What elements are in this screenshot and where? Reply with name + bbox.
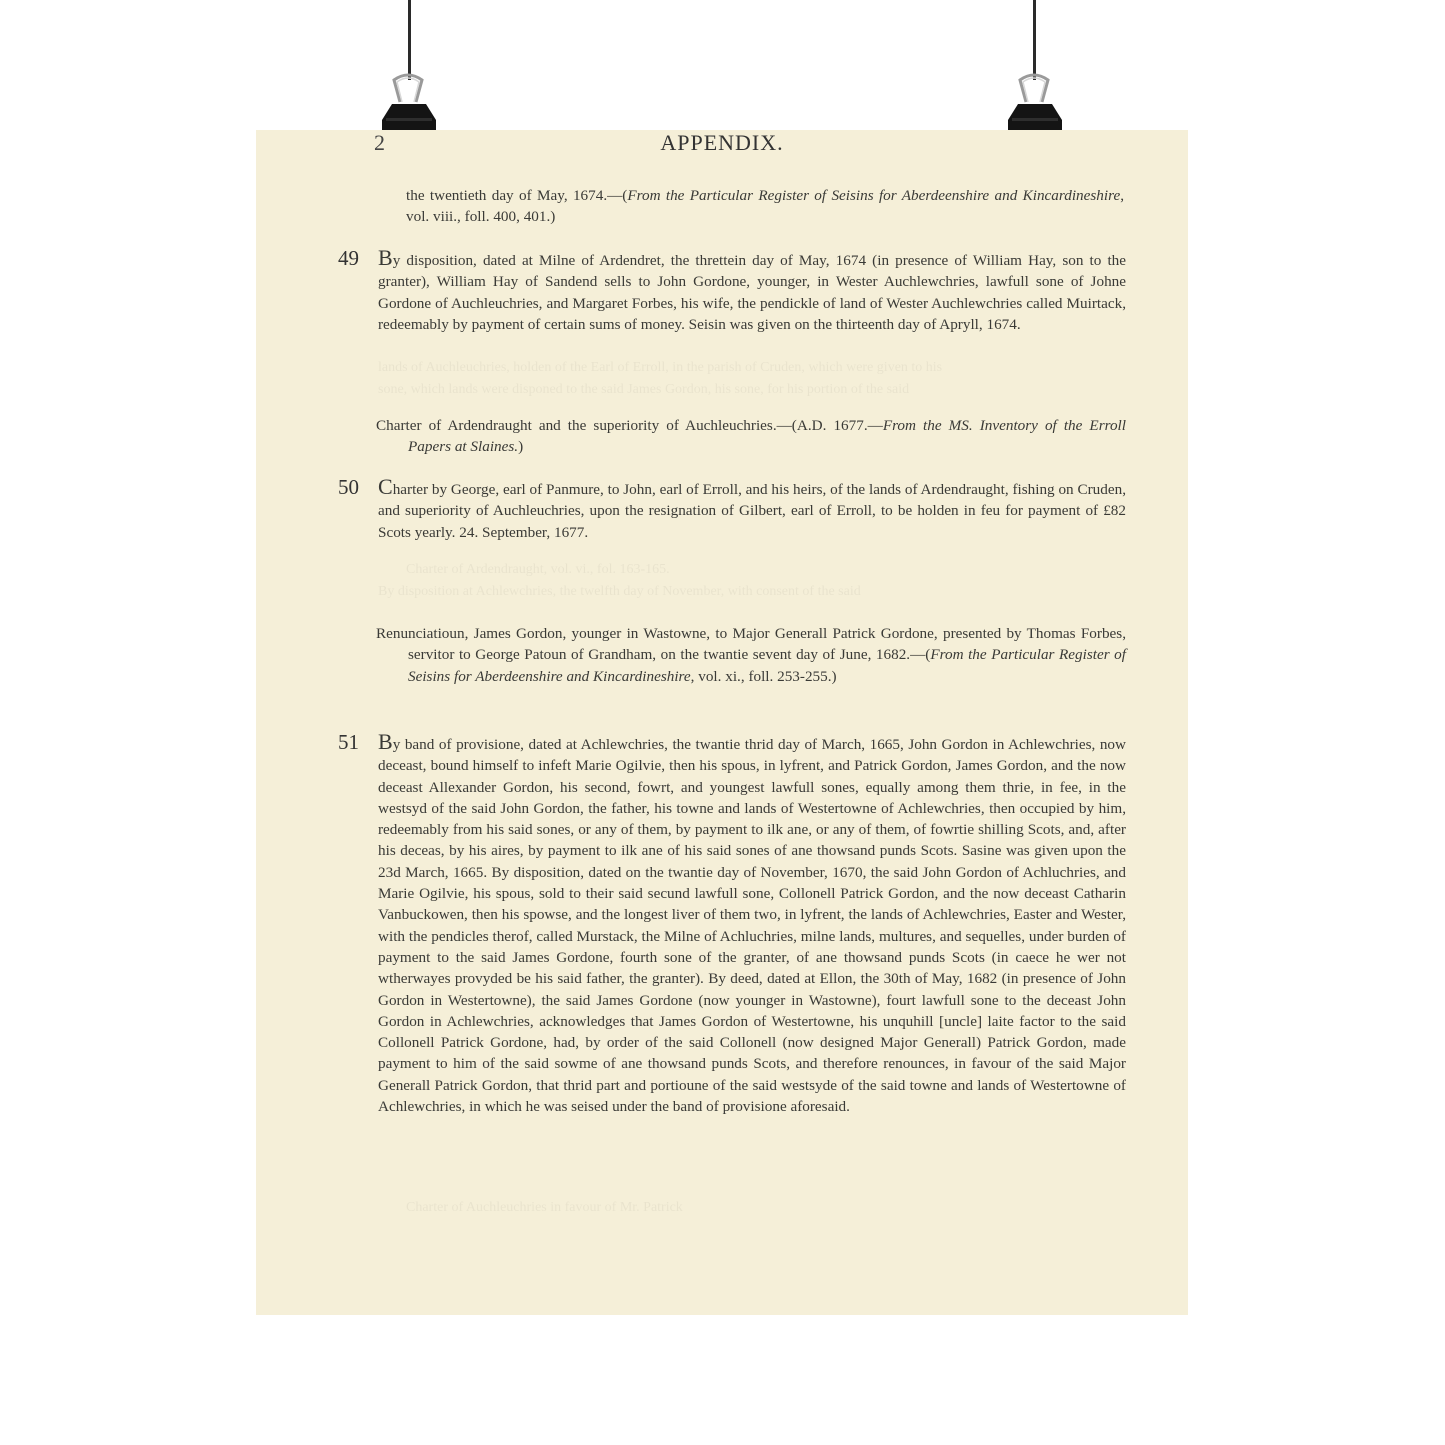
entry-number: 51 [338,730,359,754]
entry-paragraph: Charter by George, earl of Panmure, to John, earl of Erroll, and his heirs, of the lands of Ardendraught, fishing on Cruden, and superiority of Auchleuchries, upon the resignation of Gilbert, earl of Erroll, to be holden in feu for payment of £82 Scots yearly. 24. September, 1677. [378,474,1126,541]
bleed-through-line: Charter of Auchleuchries in favour of Mr. Patrick [406,1200,683,1215]
entry-paragraph: By band of provisione, dated at Achlewchries, the twantie thrid day of March, 1665, John Gordon in Achlewchries, now deceast, bound himself to infeft Marie Ogilvie, then his spous, in lyfrent, and Patrick Gordon, James Gordon, and the now deceast Allexander Gordon, his second, fowrt, and youngest lawfull sones, equally among them thrie, in fee, in the westsyd of the said John Gordon, the father, his towne and lands of Westertowne of Achlewchries, then occupied by him, redeemably from his said sones, or any of them, by payment to ilk ane, or any of them, of fowrtie shilling Scots, and, after his deceas, by his aires, by payment to ilk ane of his said sones of ane thowsand punds Scots. Sasine was given upon the 23d March, 1665. By disposition, dated on the twantie day of November, 1670, the said John Gordon of Achluchries, and Marie Ogilvie, his spous, sold to their said secund lawfull sone, Collonell Patrick Gordon, and the now deceast Catharin Vanbuckowen, then his spowse, and the longest liver of them two, in lyfrent, the lands of Achlewchries, Easter and Wester, with the pendicles therof, called Murstack, the Milne of Achluchries, milne lands, multures, and sequelles, under burden of payment to the said James Gordone, fourth sone of the granter, of ane thowsand punds Scots (in caece he wer not wtherwayes provyded be his said father, the granter). By deed, dated at Ellon, the 30th of May, 1682 (in presence of John Gordon in Westertowne), the said James Gordone (now younger in Wastowne), fourt lawfull sone to the deceast John Gordon in Achlewchries, acknowledges that James Gordon of Westertowne, his unquhill [uncle] laite factor to the said Collonell Patrick Gordone, had, by order of the said Collonell (now designed Major Generall) Patrick Gordon, made payment to him of the said sowme of ane thowsand punds Scots, and therefore renounces, in favour of the said Major Generall Patrick Gordon, that thrid part and portioune of the said westsyde of the said towne and lands of Westertowne of Achlewchries, in which he was seised under the band of provisione aforesaid. [378,729,1126,1116]
entry-number: 50 [338,475,359,499]
running-head: APPENDIX. [660,130,784,155]
poster-page [256,130,1188,1315]
source-citation: From the MS. Inventory of the Erroll Papers at Slaines. [408,417,1126,456]
bleed-through-line: lands of Auchleuchries, holden of the Earl of Erroll, in the parish of Cruden, which were given to his [378,360,943,375]
source-citation: From the Particular Register of Seisins for Aberdeenshire and Kincardineshire [627,187,1121,204]
charter-heading: Charter of Ardendraught and the superiority of Auchleuchries.—(A.D. 1677.—From the MS. Inventory of the Erroll Papers at Slaines.) [376,417,1126,456]
renunciation-heading: Renunciatioun, James Gordon, younger in Wastowne, to Major Generall Patrick Gordone, presented by Thomas Forbes, servitor to George Patoun of Grandham, on the twantie sevent day of June, 1682.—(From the Particular Register of Seisins for Aberdeenshire and Kincardineshire, vol. xi., foll. 253-255.) [376,625,1126,685]
drop-cap: C [378,474,393,499]
continuation-paragraph: the twentieth day of May, 1674.—(From the Particular Register of Seisins for Aberdeenshire and Kincardineshire, vol. viii., foll. 400, 401.) [406,187,1124,226]
source-citation: From the Particular Register of Seisins for Aberdeenshire and Kincardineshire [408,646,1126,685]
drop-cap: B [378,729,393,754]
entry-paragraph: By disposition, dated at Milne of Ardendret, the threttein day of May, 1674 (in presence of William Hay, son to the granter), William Hay of Sandend sells to John Gordone, younger, in Wester Auchlewchries, lawfull sone of Johne Gordone of Auchleuchries, and Margaret Forbes, his wife, the pendickle of land of Wester Auchlewchries called Muirtack, redeemably by payment of certain sums of money. Seisin was given on the thirteenth day of Apryll, 1674. [378,245,1126,333]
bleed-through-line: Charter of Ardendraught, vol. vi., fol. 163-165. [406,562,670,577]
entry-number: 49 [338,246,359,270]
drop-cap: B [378,245,393,270]
bleed-through-line: sone, which lands were disponed to the said James Gordon, his sone, for his portion of the said [378,382,910,397]
bleed-through-line: By disposition at Achlewchries, the twelfth day of November, with consent of the said [378,584,861,599]
page-number: 2 [374,130,385,155]
